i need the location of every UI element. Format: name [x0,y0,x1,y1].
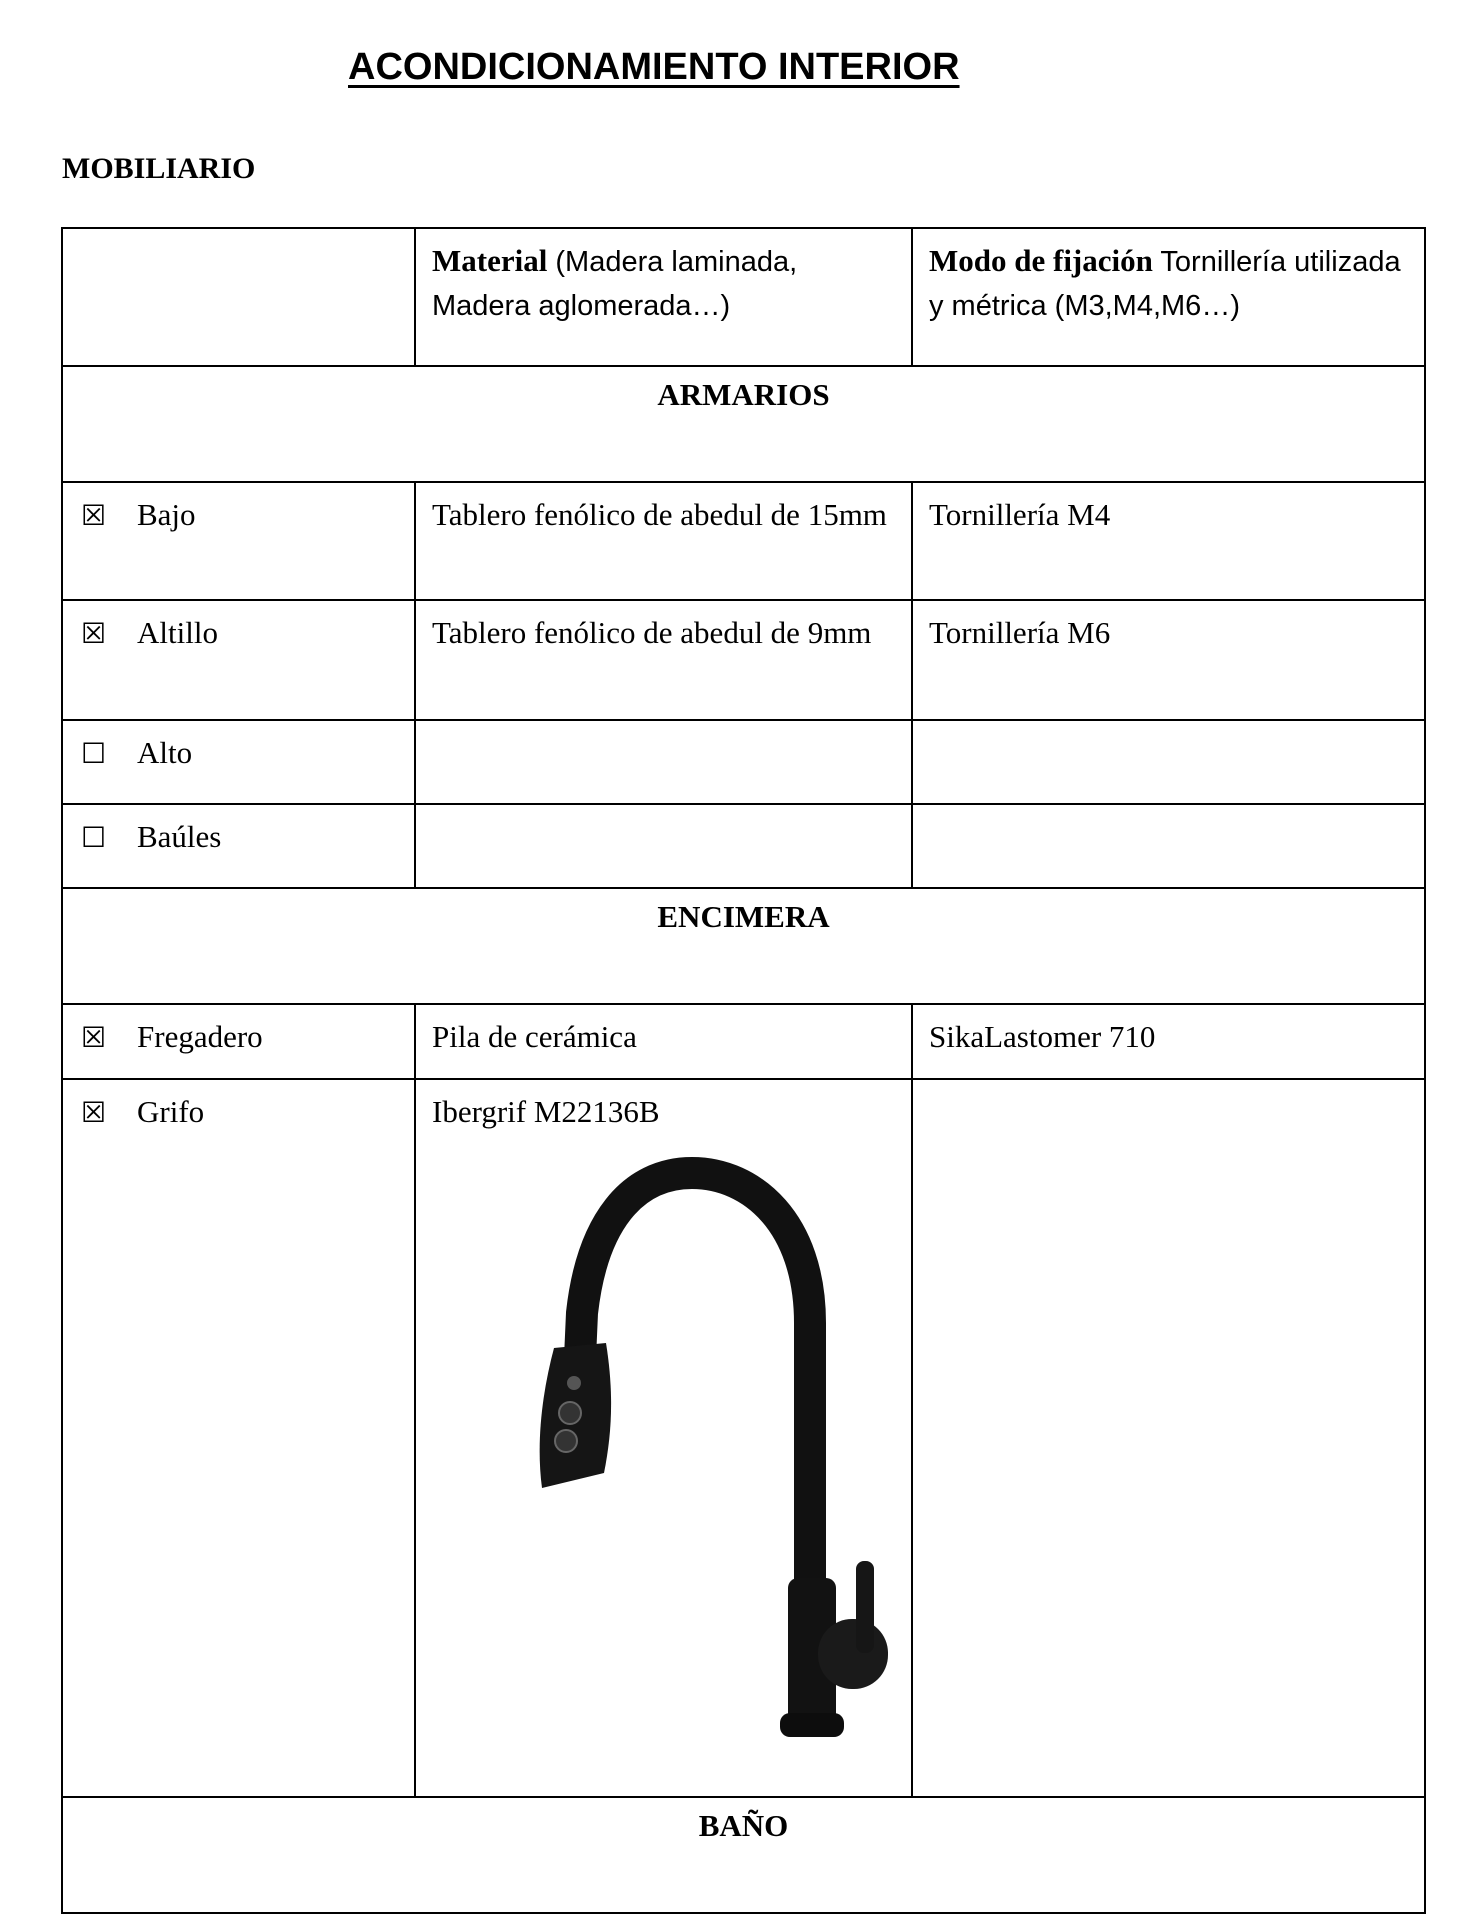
material-cell [415,720,912,804]
checkbox-checked-icon[interactable]: ☒ [81,617,107,650]
checkbox-empty-icon[interactable]: ☐ [81,821,107,854]
material-cell: Tablero fenólico de abedul de 9mm [415,600,912,720]
table-row [62,482,1425,600]
group-row-bano [62,1797,1425,1913]
item-cell [62,1079,415,1797]
table-header-row [62,228,1425,366]
item-cell [62,600,415,720]
table-row [62,600,1425,720]
fixing-cell [912,804,1425,888]
header-material-label: Material [432,243,548,278]
item-label: Grifo [137,1094,205,1129]
checkbox-empty-icon[interactable]: ☐ [81,737,107,770]
checkbox-checked-icon[interactable]: ☒ [81,1021,107,1054]
table-row [62,720,1425,804]
item-label: Altillo [137,615,218,650]
kitchen-faucet-icon [492,1143,932,1743]
item-label: Baúles [137,819,222,854]
material-cell: Pila de cerámica [415,1004,912,1079]
page-title: ACONDICIONAMIENTO INTERIOR [348,46,960,88]
material-cell: Tablero fenólico de abedul de 15mm [415,482,912,600]
group-title: BAÑO [62,1797,1425,1913]
item-label: Bajo [137,497,196,532]
material-text: Ibergrif M22136B [432,1094,660,1129]
item-label: Fregadero [137,1019,263,1054]
header-material-cell [415,228,912,366]
item-cell [62,1004,415,1079]
table-row [62,804,1425,888]
header-empty-cell [62,228,415,366]
faucet-image [492,1143,932,1753]
item-cell [62,804,415,888]
group-row-encimera [62,888,1425,1004]
item-cell [62,482,415,600]
section-title: MOBILIARIO [62,152,256,185]
checkbox-checked-icon[interactable]: ☒ [81,1096,107,1129]
checkbox-checked-icon[interactable]: ☒ [81,499,107,532]
table-row [62,1004,1425,1079]
header-material-note: (Madera laminada, Madera aglomerada…) [432,246,798,322]
fixing-cell: Tornillería M4 [912,482,1425,600]
header-fixing-cell [912,228,1425,366]
fixing-cell: Tornillería M6 [912,600,1425,720]
fixing-cell [912,720,1425,804]
group-title: ENCIMERA [62,888,1425,1004]
item-label: Alto [137,735,193,770]
fixing-cell: SikaLastomer 710 [912,1004,1425,1079]
group-title: ARMARIOS [62,366,1425,482]
furniture-table [61,227,1426,1914]
item-cell [62,720,415,804]
fixing-cell [912,1079,1425,1797]
material-cell [415,804,912,888]
material-cell [415,1079,912,1797]
table-row [62,1079,1425,1797]
header-fixing-note: Tornillería utilizada y métrica (M3,M4,M6…) [929,246,1401,322]
header-fixing-label: Modo de fijación [929,243,1153,278]
group-row-armarios [62,366,1425,482]
